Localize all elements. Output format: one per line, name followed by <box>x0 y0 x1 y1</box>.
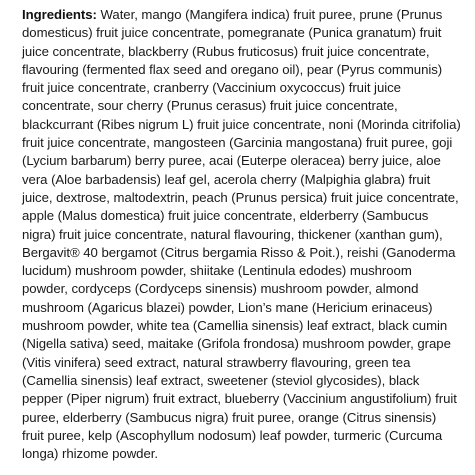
ingredients-paragraph <box>22 6 461 463</box>
ingredients-list: Water, mango (Mangifera indica) fruit puree, prune (Prunus domesticus) fruit juice concentrate, pomegranate (Punica granatum) fruit juice concentrate, blackberry (Rubus fruticosus) fruit juice concentrate, flavouring (fermented flax seed and oregano oil), pear (Pyrus communis) fruit juice concentrate, cranberry (Vaccinium oxycoccus) fruit juice concentrate, sour cherry (Prunus cerasus) fruit juice concentrate, blackcurrant (Ribes nigrum L) fruit juice concentrate, noni (Morinda citrifolia) fruit juice concentrate, mangosteen (Garcinia mangostana) fruit puree, goji (Lycium barbarum) berry puree, acai (Euterpe oleracea) berry juice, aloe vera (Aloe barbadensis) leaf gel, acerola cherry (Malpighia glabra) fruit juice, dextrose, maltodextrin, peach (Prunus persica) fruit juice concentrate, apple (Malus domestica) fruit juice concentrate, elderberry (Sambucus nigra) fruit juice concentrate, natural flavouring, thickener (xanthan gum), Bergavit® 40 bergamot (Citrus bergamia Risso & Poit.), reishi (Ganoderma lucidum) mushroom powder, shiitake (Lentinula edodes) mushroom powder, cordyceps (Cordyceps sinensis) mushroom powder, almond mushroom (Agaricus blazei) powder, Lion’s mane (Hericium erinaceus) mushroom powder, white tea (Camellia sinensis) leaf extract, black cumin (Nigella sativa) seed, maitake (Grifola frondosa) mushroom powder, grape (Vitis vinifera) seed extract, natural strawberry flavouring, green tea (Camellia sinensis) leaf extract, sweetener (steviol glycosides), black pepper (Piper nigrum) fruit extract, blueberry (Vaccinium angustifolium) fruit puree, elderberry (Sambucus nigra) fruit puree, orange (Citrus sinensis) fruit puree, kelp (Ascophyllum nodosum) leaf powder, turmeric (Curcuma longa) rhizome powder. <box>22 7 461 462</box>
ingredients-heading: Ingredients: <box>22 7 97 22</box>
